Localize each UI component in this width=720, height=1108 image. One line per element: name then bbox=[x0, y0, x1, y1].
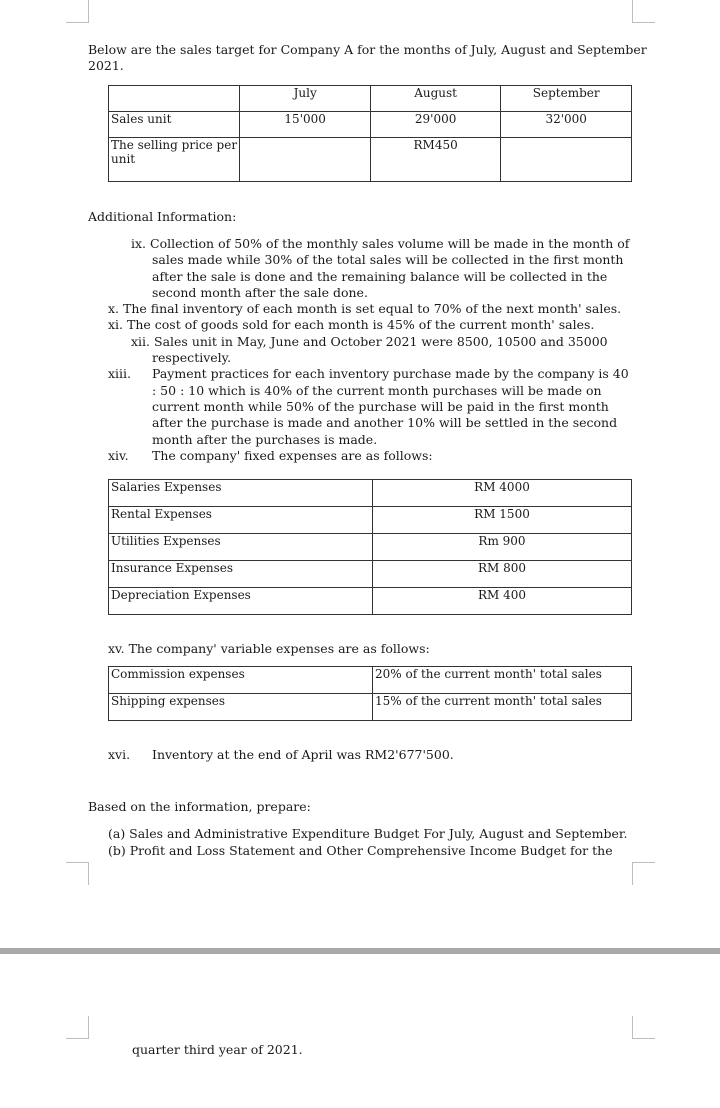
fixed-expense-value: RM 4000 bbox=[373, 480, 632, 507]
price-august: RM450 bbox=[370, 138, 500, 182]
sales-unit-july: 15'000 bbox=[240, 112, 370, 138]
variable-expenses-heading: xv. The company' variable expenses are as follows: bbox=[108, 641, 430, 656]
prepare-heading: Based on the information, prepare: bbox=[88, 799, 311, 814]
list-item-ix: ix. Collection of 50% of the monthly sales volume will be made in the month of sales made while 30% of the total sales will be collected in the first month after the sale is done and the remaining balance will be collected in the second month after the sale done. bbox=[131, 236, 630, 300]
crop-mark-bottom-right bbox=[632, 862, 655, 885]
sales-unit-september: 32'000 bbox=[501, 112, 632, 138]
variable-expenses-table bbox=[108, 666, 632, 721]
list-item-xiii: xiii. Payment practices for each inventory purchase made by the company is 40 : 50 : 10 which is 40% of the current month purchases will be made on current month while 50% of the purchase will be paid in the first month after the purchase is made and another 10% will be settled in the second month after the purchases is made. bbox=[108, 366, 629, 447]
sales-target-table bbox=[108, 85, 632, 182]
sales-unit-august: 29'000 bbox=[370, 112, 500, 138]
sales-header-september: September bbox=[501, 86, 632, 112]
fixed-expense-value: Rm 900 bbox=[373, 534, 632, 561]
crop-mark-bottom-left bbox=[66, 862, 89, 885]
fixed-expense-label: Rental Expenses bbox=[109, 507, 373, 534]
sales-header-blank bbox=[109, 86, 240, 112]
list-item-xiv: xiv. The company' fixed expenses are as follows: bbox=[108, 447, 433, 463]
crop-mark-top-right bbox=[632, 1016, 655, 1039]
task-a: (a) Sales and Administrative Expenditure Budget For July, August and September. bbox=[108, 826, 628, 841]
variable-expense-value: 15% of the current month' total sales bbox=[373, 694, 632, 721]
task-b: (b) Profit and Loss Statement and Other Comprehensive Income Budget for the bbox=[108, 843, 613, 858]
list-item-xii: xii. Sales unit in May, June and October 2021 were 8500, 10500 and 35000 respectively. bbox=[131, 333, 608, 366]
sales-header-july: July bbox=[240, 86, 370, 112]
list-item-xvi-num: xvi. bbox=[108, 747, 131, 762]
document-page-2 bbox=[0, 954, 720, 1108]
variable-expense-value: 20% of the current month' total sales bbox=[373, 667, 632, 694]
continuation-text: quarter third year of 2021. bbox=[132, 1042, 303, 1057]
sales-row-label: Sales unit bbox=[109, 112, 240, 138]
fixed-expense-value: RM 800 bbox=[373, 561, 632, 588]
fixed-expense-label: Depreciation Expenses bbox=[109, 588, 373, 615]
fixed-expense-value: RM 400 bbox=[373, 588, 632, 615]
crop-mark-top-left bbox=[66, 0, 89, 23]
list-item-xi: xi. The cost of goods sold for each month is 45% of the current month' sales. bbox=[108, 317, 595, 333]
fixed-expense-label: Insurance Expenses bbox=[109, 561, 373, 588]
variable-expense-label: Commission expenses bbox=[109, 667, 373, 694]
intro-paragraph: Below are the sales target for Company A for the months of July, August and September 2021. bbox=[88, 42, 647, 73]
list-item-xvi-text: Inventory at the end of April was RM2'677'500. bbox=[152, 747, 454, 762]
additional-info-list bbox=[108, 236, 632, 464]
fixed-expenses-table bbox=[108, 479, 632, 615]
variable-expense-label: Shipping expenses bbox=[109, 694, 373, 721]
fixed-expense-value: RM 1500 bbox=[373, 507, 632, 534]
additional-info-heading: Additional Information: bbox=[88, 209, 237, 224]
fixed-expense-label: Utilities Expenses bbox=[109, 534, 373, 561]
list-item-x: x. The final inventory of each month is set equal to 70% of the next month' sales. bbox=[108, 301, 622, 317]
crop-mark-top-left bbox=[66, 1016, 89, 1039]
sales-header-august: August bbox=[370, 86, 500, 112]
crop-mark-top-right bbox=[632, 0, 655, 23]
price-july bbox=[240, 138, 370, 182]
price-row-label: The selling price per unit bbox=[109, 138, 240, 182]
fixed-expense-label: Salaries Expenses bbox=[109, 480, 373, 507]
price-september bbox=[501, 138, 632, 182]
